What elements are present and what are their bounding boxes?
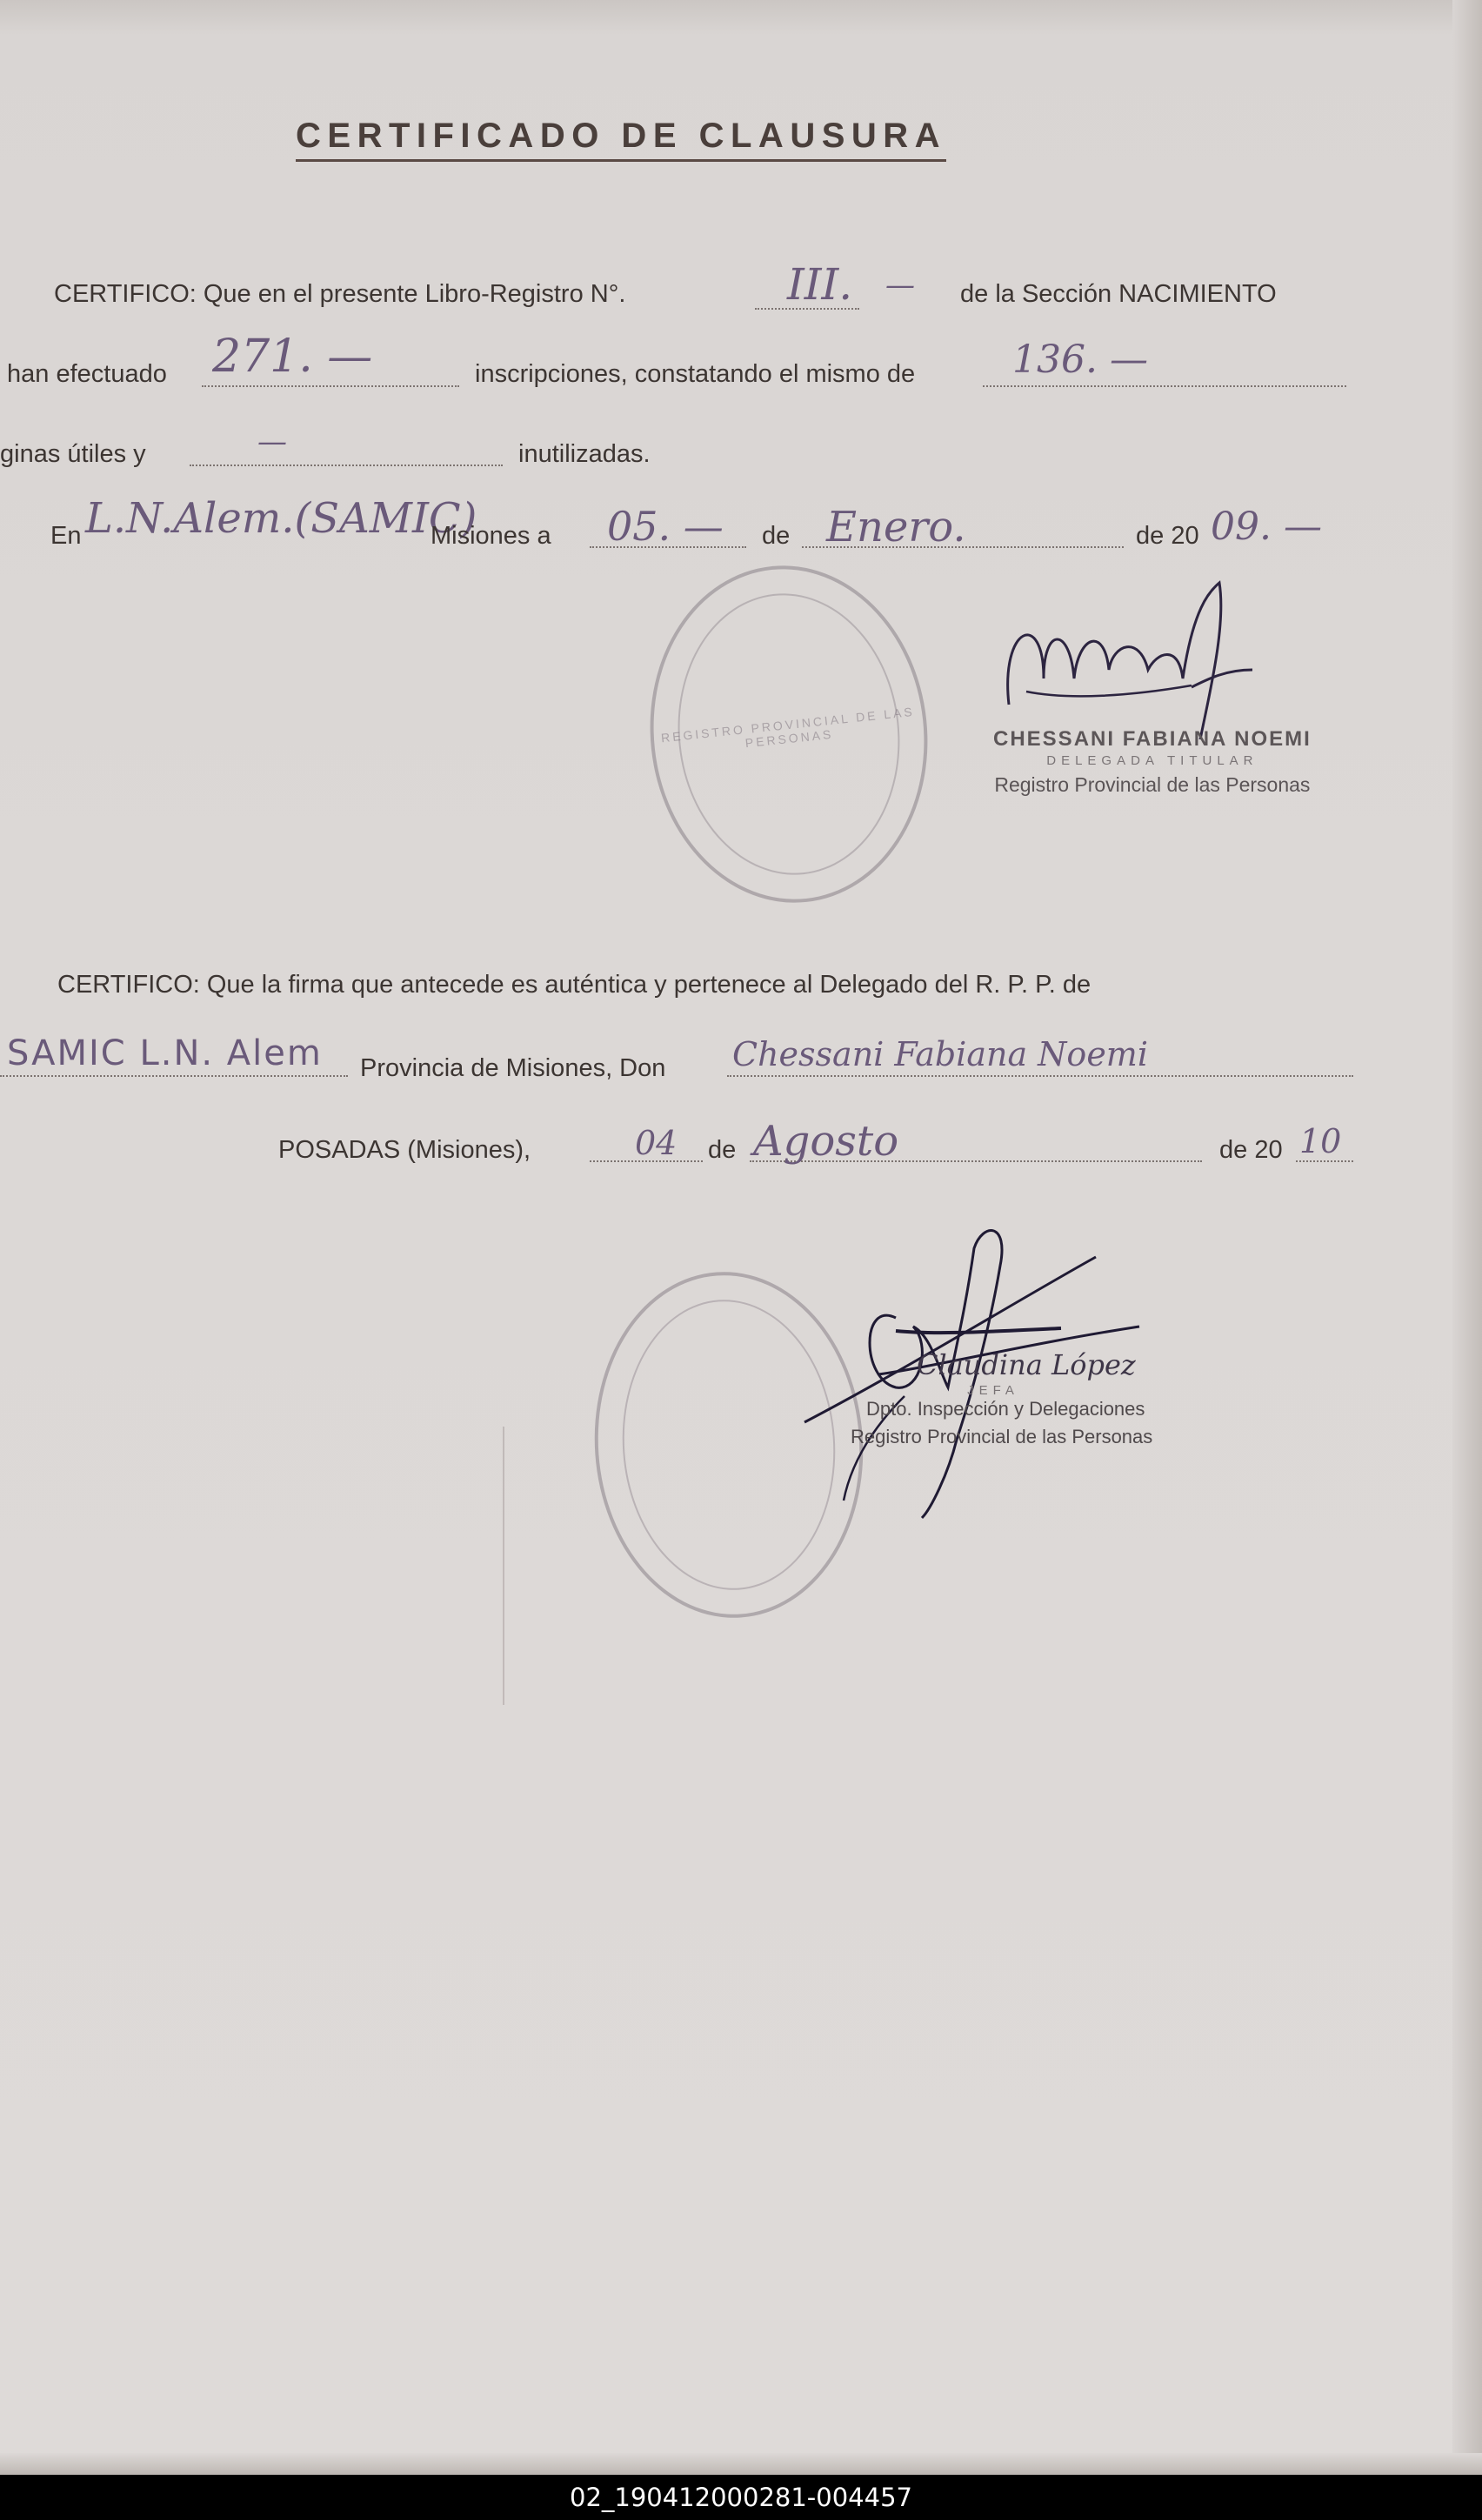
footer-bar	[0, 2475, 1482, 2520]
page-top-edge	[0, 0, 1482, 35]
cert1-line2-mid: inscripciones, constatando el mismo de	[475, 360, 916, 388]
paper-fold-mark	[503, 1427, 504, 1705]
signature-2-dept: Dpto. Inspección y Delegaciones	[866, 1398, 1145, 1420]
cert2-line3-year-prefix: de 20	[1219, 1136, 1283, 1164]
handwritten-place-2: SAMIC L.N. Alem	[7, 1033, 323, 1073]
signature-2-role: JEFA	[967, 1383, 1019, 1398]
handwritten-unused-pages: —	[257, 424, 287, 459]
dotted-line	[1296, 1160, 1353, 1162]
page-right-edge	[1452, 0, 1482, 2475]
signature-1-role: DELEGADA TITULAR	[1046, 753, 1258, 768]
signature-1-name: CHESSANI FABIANA NOEMI	[993, 727, 1312, 751]
stamp-1-text: REGISTRO PROVINCIAL DE LAS PERSONAS	[660, 704, 916, 751]
dotted-line	[983, 385, 1346, 387]
cert1-line2-prefix: han efectuado	[7, 360, 167, 388]
signature-2-block	[851, 1348, 1153, 1448]
handwritten-place: L.N.Alem.(SAMIC)	[85, 494, 477, 543]
dotted-line	[727, 1075, 1353, 1077]
document-title: CERTIFICADO DE CLAUSURA	[296, 117, 946, 162]
handwritten-pages-count: 136. —	[1012, 338, 1148, 382]
cert2-line3-prefix: POSADAS (Misiones),	[278, 1136, 531, 1164]
handwritten-year: 09. —	[1211, 505, 1322, 549]
cert1-line4-prefix: En	[50, 522, 82, 550]
handwritten-month-2: Agosto	[753, 1117, 899, 1166]
dotted-line	[0, 1075, 348, 1077]
handwritten-day-2: 04	[635, 1124, 678, 1162]
cert1-line3-suffix: inutilizadas.	[518, 440, 651, 468]
dotted-line	[202, 385, 459, 387]
handwritten-delegate-name: Chessani Fabiana Noemi	[732, 1035, 1148, 1073]
signature-1-block	[993, 727, 1312, 797]
cert1-line4-mid1: Misiones a	[431, 522, 551, 550]
signature-2-registry: Registro Provincial de las Personas	[851, 1426, 1153, 1447]
cert2-line3-mid: de	[708, 1136, 737, 1164]
dotted-line	[190, 465, 503, 466]
handwritten-inscriptions-count: 271. —	[212, 331, 373, 383]
cert1-line4-year-prefix: de 20	[1136, 522, 1199, 550]
signature-1-registry: Registro Provincial de las Personas	[994, 773, 1311, 796]
cert1-line4-mid2: de	[762, 522, 791, 550]
handwritten-year-2: 10	[1299, 1122, 1342, 1160]
footer-code: 02_190412000281-004457	[570, 2483, 912, 2512]
handwritten-day: 05. —	[607, 503, 724, 550]
cert1-line1-suffix: de la Sección NACIMIENTO	[960, 280, 1277, 308]
handwritten-month: Enero.	[826, 503, 966, 551]
handwritten-dash: —	[885, 268, 915, 303]
cert2-line2-mid: Provincia de Misiones, Don	[360, 1054, 666, 1082]
signature-2-name: Claudina López	[917, 1348, 1136, 1381]
cert2-line1: CERTIFICO: Que la firma que antecede es auténtica y pertenece al Delegado del R. P. P. de	[57, 971, 1091, 999]
page-bottom-edge	[0, 2453, 1482, 2475]
cert1-line3-prefix: ginas útiles y	[0, 440, 146, 468]
cert1-line1-prefix: CERTIFICO: Que en el presente Libro-Registro N°.	[54, 280, 626, 308]
signature-1-scribble	[991, 574, 1270, 748]
official-stamp-1	[634, 551, 945, 916]
handwritten-book-number: III.	[787, 259, 853, 310]
